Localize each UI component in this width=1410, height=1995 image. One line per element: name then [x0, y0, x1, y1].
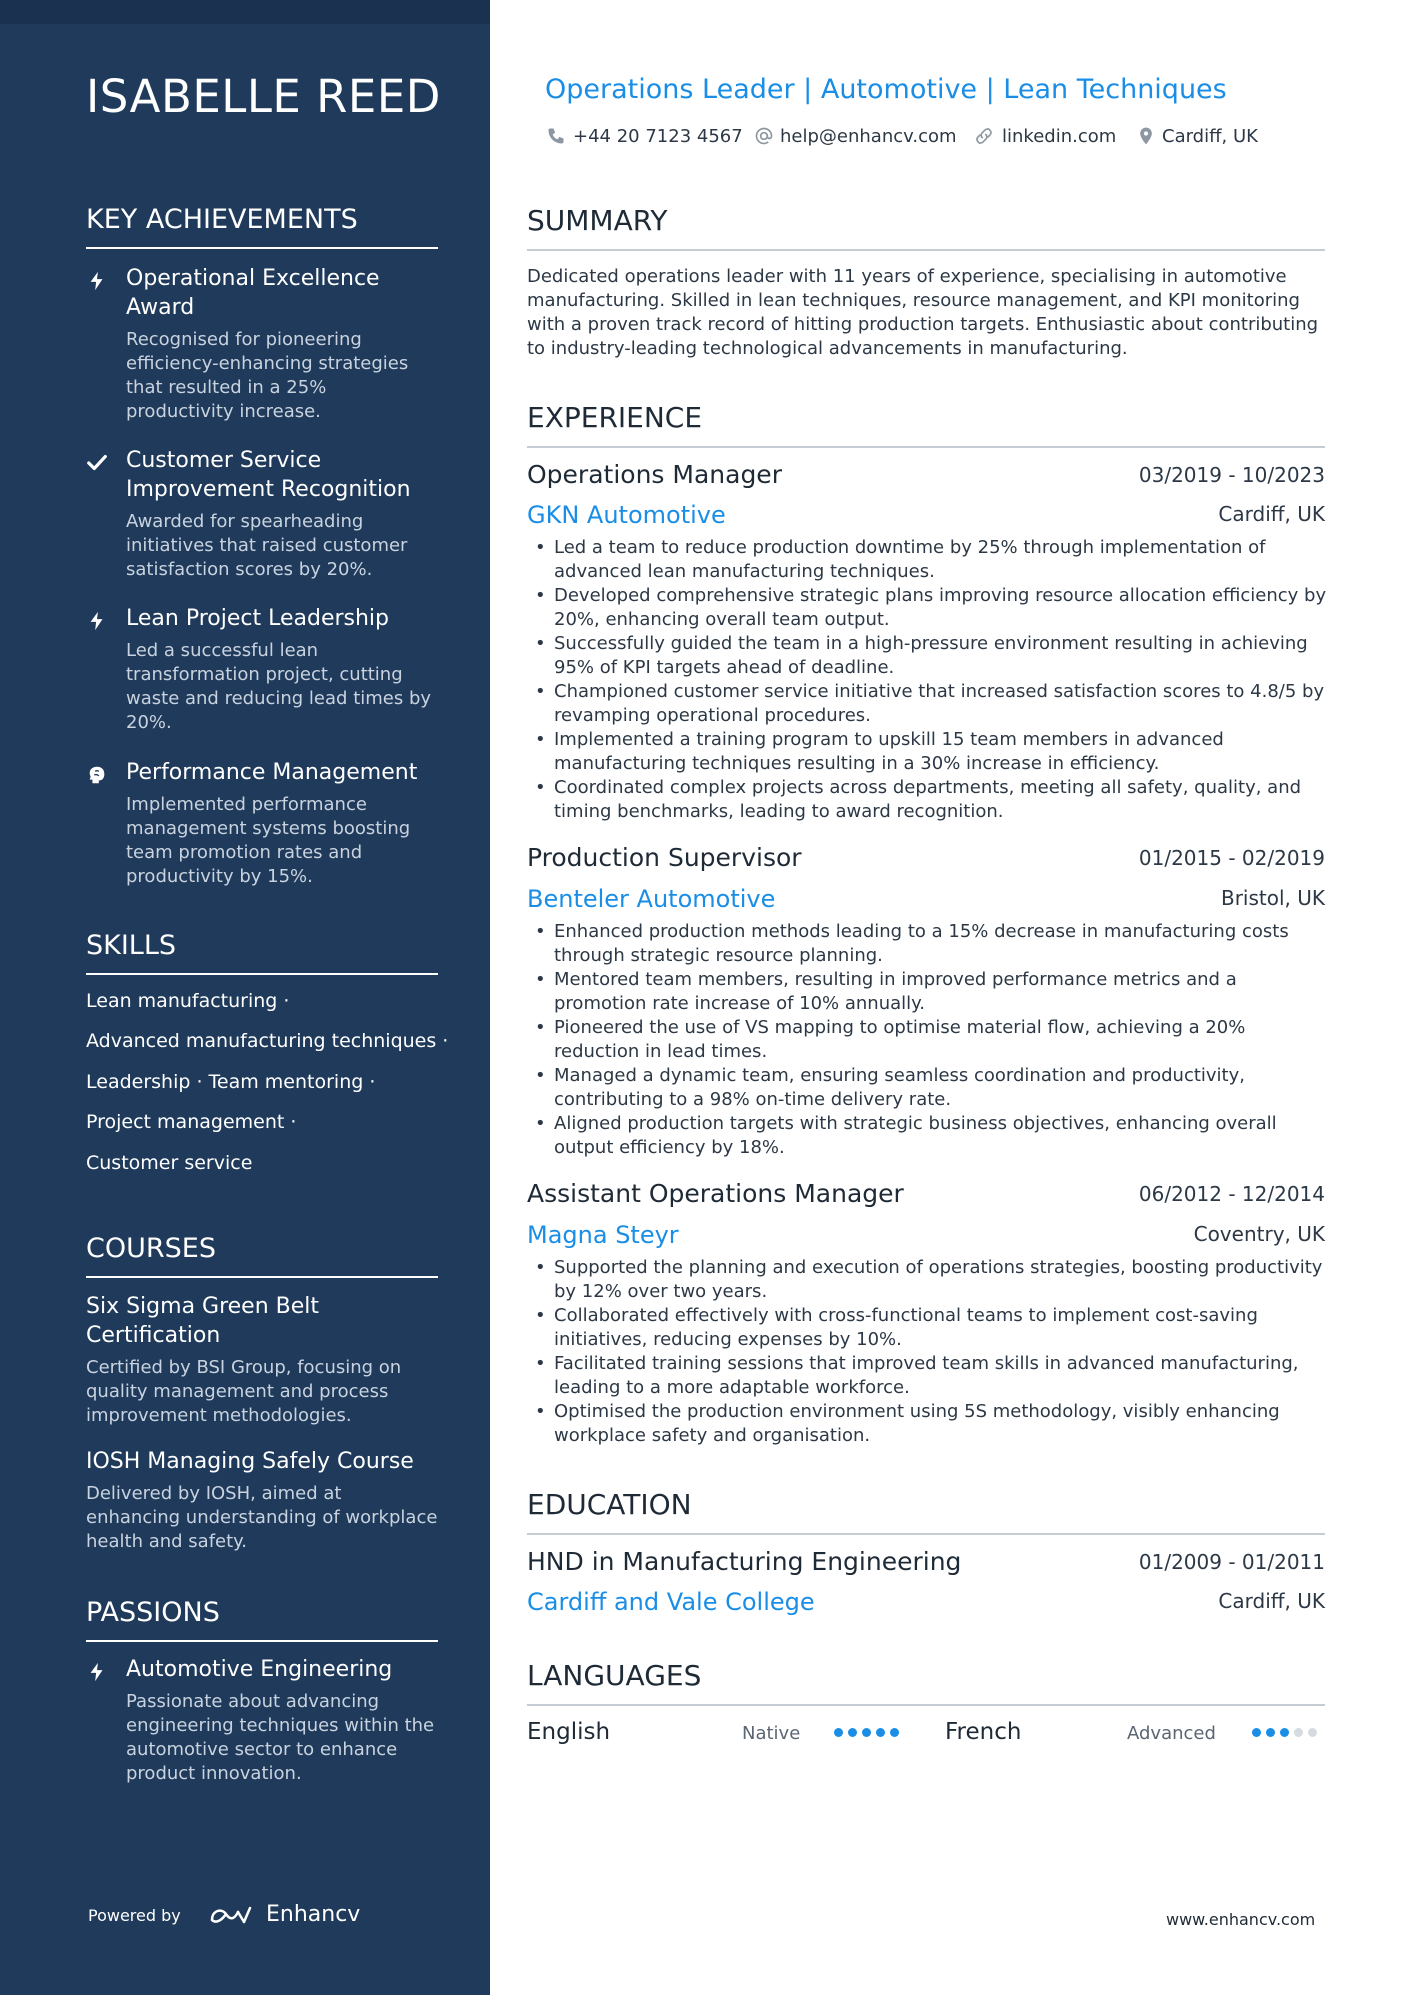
job-bullet: • Coordinated complex projects across departments, meeting all safety, quality, and timing benchmarks, leading to award recognition. [527, 776, 1327, 824]
achievement-item [86, 264, 438, 424]
job-title: Assistant Operations Manager [527, 1179, 904, 1208]
job-bullet: • Optimised the production environment using 5S methodology, visibly enhancing workplace safety and organisation. [527, 1400, 1327, 1448]
job-bullet: • Supported the planning and execution of operations strategies, boosting productivity by 12% over two years. [527, 1256, 1327, 1304]
job-bullet-list [527, 536, 1327, 824]
bolt-icon [86, 1661, 108, 1683]
powered-by-label: Powered by [88, 1906, 181, 1925]
skills-heading: SKILLS [86, 930, 438, 975]
job-bullet: • Championed customer service initiative that increased satisfaction scores to 4.8/5 by revamping operational procedures. [527, 680, 1327, 728]
candidate-name: ISABELLE REED [86, 70, 441, 123]
course-desc: Delivered by IOSH, aimed at enhancing understanding of workplace health and safety. [86, 1483, 438, 1552]
email-text[interactable]: help@enhancv.com [780, 126, 957, 147]
linkedin-text[interactable]: linkedin.com [1002, 126, 1117, 147]
passion-item [86, 1655, 438, 1786]
rating-dot [1266, 1728, 1275, 1737]
language-name: French [945, 1719, 1022, 1745]
achievement-title: Performance Management [126, 760, 418, 785]
language-rating [1252, 1728, 1317, 1737]
course-title: Six Sigma Green Belt Certification [86, 1294, 320, 1348]
achievement-desc: Awarded for spearheading initiatives that raised customer satisfaction scores by 20%. [126, 511, 408, 580]
location-text: Cardiff, UK [1162, 126, 1258, 147]
rating-dot [1308, 1728, 1317, 1737]
company-name: GKN Automotive [527, 501, 726, 529]
rating-dot [1294, 1728, 1303, 1737]
achievement-desc: Led a successful lean transformation project, cutting waste and reducing lead times by 20%. [126, 640, 432, 733]
rating-dot [1252, 1728, 1261, 1737]
phone-text[interactable]: +44 20 7123 4567 [573, 126, 743, 147]
link-icon [974, 126, 994, 146]
bolt-icon [86, 270, 108, 292]
job-bullet: • Facilitated training sessions that improved team skills in advanced manufacturing, leading to a more adaptable workforce. [527, 1352, 1327, 1400]
job-title: Operations Manager [527, 460, 782, 489]
job-bullet: • Managed a dynamic team, ensuring seamless coordination and productivity, contributing to a 98% on-time delivery rate. [527, 1064, 1327, 1112]
degree-title: HND in Manufacturing Engineering [527, 1547, 962, 1576]
rating-dot [1280, 1728, 1289, 1737]
skill-item: Advanced manufacturing techniques · [86, 1030, 449, 1052]
achievement-desc: Recognised for pioneering efficiency-enhancing strategies that resulted in a 25% productivity increase. [126, 329, 409, 422]
education-location: Cardiff, UK [1218, 1589, 1325, 1613]
course-item [86, 1447, 438, 1554]
achievement-item [86, 758, 438, 889]
job-bullet-list [527, 1256, 1327, 1448]
skill-item: Leadership · Team mentoring · [86, 1071, 376, 1093]
bolt-icon [86, 610, 108, 632]
job-location: Bristol, UK [1220, 886, 1325, 910]
experience-heading: EXPERIENCE [527, 401, 1325, 448]
languages-heading: LANGUAGES [527, 1659, 1325, 1706]
rating-dot [890, 1728, 899, 1737]
job-dates: 03/2019 - 10/2023 [1138, 463, 1325, 487]
achievement-title: Operational Excellence Award [126, 266, 380, 320]
job-bullet: • Successfully guided the team in a high-pressure environment resulting in achieving 95% of KPI targets ahead of deadline. [527, 632, 1327, 680]
skill-item: Lean manufacturing · [86, 990, 290, 1012]
company-name: Magna Steyr [527, 1221, 679, 1249]
job-location: Cardiff, UK [1218, 502, 1325, 526]
job-location: Coventry, UK [1193, 1222, 1325, 1246]
brain-icon [86, 764, 108, 786]
achievement-item [86, 446, 438, 582]
achievement-title: Lean Project Leadership [126, 606, 390, 631]
course-item [86, 1292, 438, 1428]
rating-dot [848, 1728, 857, 1737]
achievement-item [86, 604, 438, 735]
job-bullet: • Collaborated effectively with cross-functional teams to implement cost-saving initiatives, reducing expenses by 10%. [527, 1304, 1327, 1352]
enhancv-brand-text[interactable]: Enhancv [266, 1902, 361, 1927]
courses-heading: COURSES [86, 1233, 438, 1278]
language-level: Advanced [1127, 1723, 1216, 1744]
job-bullet: • Implemented a training program to upskill 15 team members in advanced manufacturing techniques resulting in a 30% increase in efficiency. [527, 728, 1327, 776]
language-level: Native [742, 1723, 801, 1744]
school-name: Cardiff and Vale College [527, 1588, 815, 1616]
education-dates: 01/2009 - 01/2011 [1138, 1550, 1325, 1574]
job-bullet: • Aligned production targets with strategic business objectives, enhancing overall output efficiency by 18%. [527, 1112, 1327, 1160]
summary-text: Dedicated operations leader with 11 years of experience, specialising in automotive manufacturing. Skilled in lean techniques, resource management, and KPI monitoring with a proven track record of hitting production targets. Enthusiastic about contributing to industry-leading technological advancements in manufacturing. [527, 266, 1319, 359]
job-dates: 01/2015 - 02/2019 [1138, 846, 1325, 870]
achievements-heading: KEY ACHIEVEMENTS [86, 204, 438, 249]
website-footer[interactable]: www.enhancv.com [1166, 1910, 1316, 1929]
course-title: IOSH Managing Safely Course [86, 1449, 414, 1474]
job-bullet: • Developed comprehensive strategic plans improving resource allocation efficiency by 20%, enhancing overall team output. [527, 584, 1327, 632]
sidebar-top-bar [0, 0, 490, 24]
skill-item: Customer service [86, 1152, 253, 1174]
achievement-desc: Implemented performance management systems boosting team promotion rates and productivity by 15%. [126, 794, 411, 887]
job-bullet: • Enhanced production methods leading to a 15% decrease in manufacturing costs through strategic resource planning. [527, 920, 1327, 968]
rating-dot [876, 1728, 885, 1737]
headline-tagline: Operations Leader | Automotive | Lean Techniques [545, 74, 1227, 105]
check-icon [86, 452, 108, 474]
location-pin-icon [1136, 126, 1156, 146]
achievement-title: Customer Service Improvement Recognition [126, 448, 411, 502]
job-bullet: • Mentored team members, resulting in improved performance metrics and a promotion rate increase of 10% annually. [527, 968, 1327, 1016]
passion-title: Automotive Engineering [126, 1657, 393, 1682]
rating-dot [862, 1728, 871, 1737]
job-bullet-list [527, 920, 1327, 1160]
rating-dot [834, 1728, 843, 1737]
job-bullet: • Led a team to reduce production downtime by 25% through implementation of advanced lean manufacturing techniques. [527, 536, 1327, 584]
phone-icon [546, 126, 566, 146]
course-desc: Certified by BSI Group, focusing on quality management and process improvement methodologies. [86, 1357, 402, 1426]
education-heading: EDUCATION [527, 1488, 1325, 1535]
summary-heading: SUMMARY [527, 204, 1325, 251]
skill-item: Project management · [86, 1111, 297, 1133]
passion-desc: Passionate about advancing engineering techniques within the automotive sector to enhance product innovation. [126, 1691, 435, 1784]
job-dates: 06/2012 - 12/2014 [1138, 1182, 1325, 1206]
at-sign-icon [754, 126, 774, 146]
language-name: English [527, 1719, 611, 1745]
job-title: Production Supervisor [527, 843, 802, 872]
passions-heading: PASSIONS [86, 1597, 438, 1642]
job-bullet: • Pioneered the use of VS mapping to optimise material flow, achieving a 20% reduction in lead times. [527, 1016, 1327, 1064]
language-rating [834, 1728, 899, 1737]
company-name: Benteler Automotive [527, 885, 776, 913]
